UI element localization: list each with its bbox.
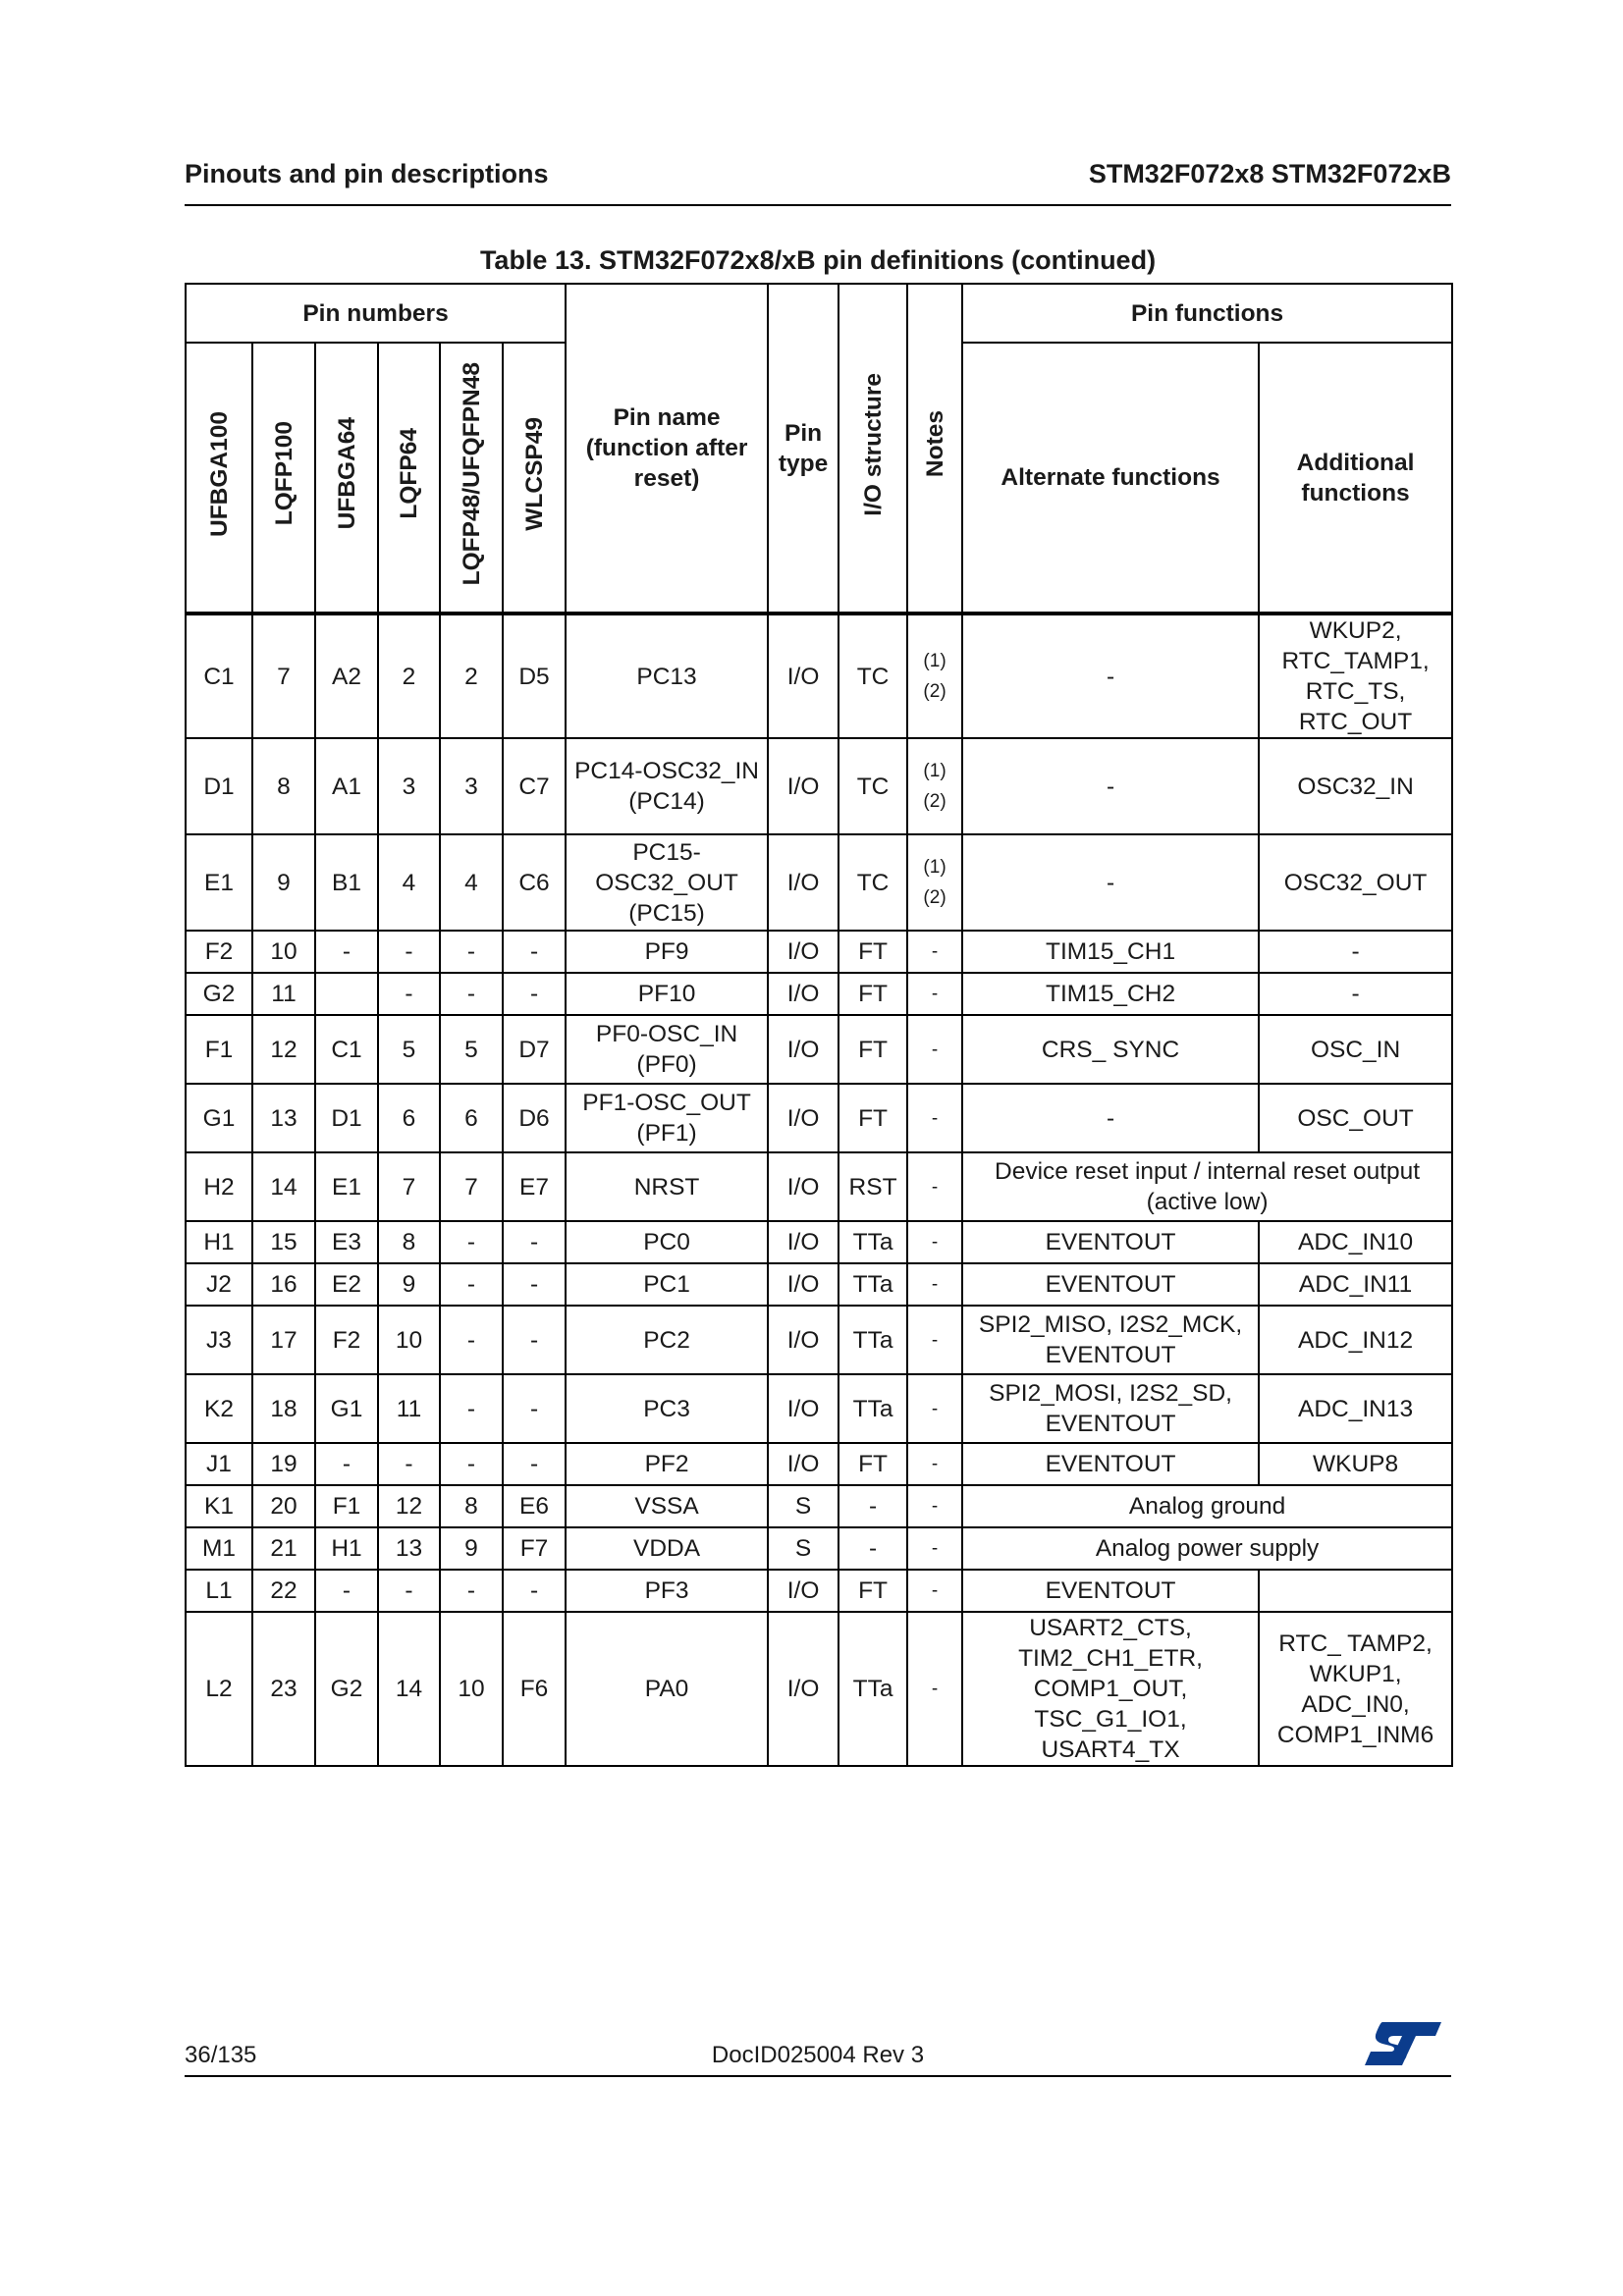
cell-lqfp100: 19 — [252, 1443, 315, 1485]
cell-ufbga100: H2 — [186, 1152, 252, 1221]
cell-pin-type: I/O — [768, 1152, 839, 1221]
cell-notes — [907, 973, 962, 1015]
cell-wlcsp49: - — [503, 1443, 566, 1485]
cell-lqfp64: 2 — [378, 614, 440, 738]
cell-lqfp48: 6 — [440, 1084, 503, 1152]
col-alternate-functions: Alternate functions — [962, 343, 1259, 614]
cell-ufbga64: D1 — [315, 1084, 378, 1152]
note-ref: - — [931, 1679, 939, 1699]
cell-alternate-functions: EVENTOUT — [962, 1570, 1259, 1612]
cell-pin-name: PC3 — [566, 1374, 768, 1443]
table-row — [186, 973, 1452, 1015]
pin-definitions-table — [185, 283, 1453, 1767]
cell-ufbga100: K1 — [186, 1485, 252, 1527]
cell-alternate-functions: - — [962, 834, 1259, 931]
cell-alternate-functions: SPI2_MISO, I2S2_MCK, EVENTOUT — [962, 1306, 1259, 1374]
page-number: 36/135 — [185, 2042, 257, 2068]
cell-lqfp100: 18 — [252, 1374, 315, 1443]
cell-lqfp48: - — [440, 931, 503, 973]
table-row — [186, 1485, 1452, 1527]
note-ref: - — [931, 1232, 939, 1253]
cell-additional-functions: OSC32_OUT — [1259, 834, 1452, 931]
note-ref: - — [931, 1274, 939, 1295]
table-row — [186, 1527, 1452, 1570]
cell-pin-name: PF1-OSC_OUT (PF1) — [566, 1084, 768, 1152]
cell-lqfp100: 23 — [252, 1612, 315, 1766]
cell-pin-name: PF0-OSC_IN (PF0) — [566, 1015, 768, 1084]
cell-ufbga100: J1 — [186, 1443, 252, 1485]
cell-notes — [907, 931, 962, 973]
table-row — [186, 1152, 1452, 1221]
cell-wlcsp49: - — [503, 1306, 566, 1374]
cell-lqfp64: 5 — [378, 1015, 440, 1084]
cell-io-structure: TC — [839, 834, 907, 931]
cell-wlcsp49: - — [503, 1263, 566, 1306]
cell-notes — [907, 1306, 962, 1374]
st-logo-icon — [1363, 2020, 1443, 2067]
ufbga64-label: UFBGA64 — [333, 417, 360, 530]
cell-ufbga100: H1 — [186, 1221, 252, 1263]
pin-numbers-group-header: Pin numbers — [186, 284, 566, 343]
cell-io-structure: TTa — [839, 1612, 907, 1766]
cell-lqfp100: 22 — [252, 1570, 315, 1612]
cell-io-structure: TTa — [839, 1306, 907, 1374]
note-ref: - — [931, 1496, 939, 1517]
note-ref: (1) — [923, 761, 947, 781]
cell-lqfp100: 20 — [252, 1485, 315, 1527]
cell-pin-type: I/O — [768, 1612, 839, 1766]
cell-ufbga64: - — [315, 1570, 378, 1612]
cell-alternate-functions: EVENTOUT — [962, 1221, 1259, 1263]
cell-additional-functions — [1259, 1570, 1452, 1612]
cell-lqfp48: 3 — [440, 738, 503, 834]
cell-pin-name: PC15-OSC32_OUT (PC15) — [566, 834, 768, 931]
cell-lqfp100: 17 — [252, 1306, 315, 1374]
cell-io-structure: FT — [839, 1015, 907, 1084]
cell-notes — [907, 1221, 962, 1263]
cell-io-structure: TTa — [839, 1374, 907, 1443]
col-ufbga100 — [186, 343, 252, 614]
cell-additional-functions: OSC32_IN — [1259, 738, 1452, 834]
cell-lqfp100: 16 — [252, 1263, 315, 1306]
cell-pin-name: PA0 — [566, 1612, 768, 1766]
cell-io-structure: FT — [839, 931, 907, 973]
lqfp64-label: LQFP64 — [396, 428, 422, 519]
cell-lqfp48: 4 — [440, 834, 503, 931]
col-lqfp100 — [252, 343, 315, 614]
cell-ufbga64: E1 — [315, 1152, 378, 1221]
cell-lqfp64: 7 — [378, 1152, 440, 1221]
cell-alternate-functions: SPI2_MOSI, I2S2_SD, EVENTOUT — [962, 1374, 1259, 1443]
cell-lqfp100: 10 — [252, 931, 315, 973]
cell-pin-name: PC0 — [566, 1221, 768, 1263]
cell-pin-name: PC14-OSC32_IN (PC14) — [566, 738, 768, 834]
table-row — [186, 1221, 1452, 1263]
cell-pin-name: PF10 — [566, 973, 768, 1015]
cell-lqfp48: 7 — [440, 1152, 503, 1221]
cell-pin-type: I/O — [768, 1306, 839, 1374]
cell-additional-functions: - — [1259, 973, 1452, 1015]
cell-notes — [907, 1485, 962, 1527]
cell-wlcsp49: D6 — [503, 1084, 566, 1152]
cell-ufbga100: D1 — [186, 738, 252, 834]
cell-lqfp64: 10 — [378, 1306, 440, 1374]
cell-lqfp100: 13 — [252, 1084, 315, 1152]
cell-lqfp64: 8 — [378, 1221, 440, 1263]
cell-ufbga64 — [315, 973, 378, 1015]
col-ufbga64 — [315, 343, 378, 614]
cell-lqfp48: - — [440, 1221, 503, 1263]
note-ref: (1) — [923, 857, 947, 878]
cell-pin-type: I/O — [768, 931, 839, 973]
doc-id: DocID025004 Rev 3 — [711, 2042, 925, 2068]
col-notes — [907, 284, 962, 614]
cell-additional-functions: ADC_IN12 — [1259, 1306, 1452, 1374]
cell-pin-name: PC2 — [566, 1306, 768, 1374]
cell-lqfp48: 2 — [440, 614, 503, 738]
note-ref: - — [931, 1107, 939, 1129]
cell-pin-type: I/O — [768, 1084, 839, 1152]
cell-lqfp48: 8 — [440, 1485, 503, 1527]
cell-io-structure: TTa — [839, 1263, 907, 1306]
section-title: Pinouts and pin descriptions — [185, 159, 549, 188]
table-row — [186, 1612, 1452, 1766]
cell-ufbga100: C1 — [186, 614, 252, 738]
cell-notes — [907, 834, 962, 931]
cell-pin-type: I/O — [768, 614, 839, 738]
col-lqfp64 — [378, 343, 440, 614]
cell-lqfp64: 12 — [378, 1485, 440, 1527]
cell-merged-functions: Device reset input / internal reset output (active low) — [962, 1152, 1452, 1221]
lqfp100-label: LQFP100 — [270, 421, 298, 526]
cell-merged-functions: Analog ground — [962, 1485, 1452, 1527]
cell-notes — [907, 1612, 962, 1766]
pin-rows — [186, 614, 1452, 1766]
cell-lqfp48: 5 — [440, 1015, 503, 1084]
cell-pin-type: I/O — [768, 1570, 839, 1612]
cell-ufbga64: A2 — [315, 614, 378, 738]
cell-lqfp64: 9 — [378, 1263, 440, 1306]
cell-pin-name: PF9 — [566, 931, 768, 973]
cell-pin-name: VSSA — [566, 1485, 768, 1527]
cell-lqfp64: 3 — [378, 738, 440, 834]
cell-pin-name: PC13 — [566, 614, 768, 738]
cell-lqfp48: - — [440, 1306, 503, 1374]
cell-pin-type: I/O — [768, 1221, 839, 1263]
cell-wlcsp49: F6 — [503, 1612, 566, 1766]
cell-ufbga64: B1 — [315, 834, 378, 931]
col-additional-functions: Additional functions — [1259, 343, 1452, 614]
cell-pin-name: PF3 — [566, 1570, 768, 1612]
cell-pin-name: NRST — [566, 1152, 768, 1221]
col-pin-name: Pin name (function after reset) — [566, 284, 768, 614]
cell-lqfp100: 7 — [252, 614, 315, 738]
page-header — [185, 159, 1451, 206]
cell-lqfp100: 14 — [252, 1152, 315, 1221]
cell-pin-name: VDDA — [566, 1527, 768, 1570]
col-wlcsp49 — [503, 343, 566, 614]
cell-lqfp48: 10 — [440, 1612, 503, 1766]
cell-additional-functions: OSC_OUT — [1259, 1084, 1452, 1152]
cell-ufbga100: K2 — [186, 1374, 252, 1443]
cell-alternate-functions: USART2_CTS, TIM2_CH1_ETR, COMP1_OUT, TSC_G1_IO1, USART4_TX — [962, 1612, 1259, 1766]
cell-alternate-functions: - — [962, 614, 1259, 738]
cell-pin-type: I/O — [768, 738, 839, 834]
cell-notes — [907, 614, 962, 738]
cell-alternate-functions: CRS_ SYNC — [962, 1015, 1259, 1084]
notes-label: Notes — [921, 410, 948, 478]
cell-ufbga64: E2 — [315, 1263, 378, 1306]
cell-additional-functions: - — [1259, 931, 1452, 973]
table-row — [186, 738, 1452, 834]
cell-lqfp64: 6 — [378, 1084, 440, 1152]
table-row — [186, 931, 1452, 973]
cell-lqfp48: - — [440, 1443, 503, 1485]
cell-lqfp48: - — [440, 1263, 503, 1306]
note-ref: (2) — [923, 791, 947, 812]
cell-wlcsp49: D7 — [503, 1015, 566, 1084]
cell-io-structure: FT — [839, 1084, 907, 1152]
document-title: STM32F072x8 STM32F072xB — [1088, 159, 1451, 188]
cell-alternate-functions: TIM15_CH2 — [962, 973, 1259, 1015]
cell-wlcsp49: - — [503, 1570, 566, 1612]
table-row — [186, 1374, 1452, 1443]
cell-notes — [907, 1374, 962, 1443]
cell-lqfp64: - — [378, 1570, 440, 1612]
cell-io-structure: - — [839, 1527, 907, 1570]
cell-lqfp64: - — [378, 931, 440, 973]
cell-pin-name: PF2 — [566, 1443, 768, 1485]
table-row — [186, 1306, 1452, 1374]
table-row — [186, 1084, 1452, 1152]
cell-wlcsp49: D5 — [503, 614, 566, 738]
cell-alternate-functions: - — [962, 738, 1259, 834]
cell-pin-type: I/O — [768, 1263, 839, 1306]
cell-lqfp100: 12 — [252, 1015, 315, 1084]
lqfp48-label: LQFP48/UFQFPN48 — [458, 361, 485, 586]
cell-lqfp48: - — [440, 973, 503, 1015]
note-ref: - — [931, 1580, 939, 1601]
cell-pin-type: I/O — [768, 1015, 839, 1084]
cell-additional-functions: ADC_IN11 — [1259, 1263, 1452, 1306]
cell-pin-type: I/O — [768, 973, 839, 1015]
cell-ufbga64: G1 — [315, 1374, 378, 1443]
note-ref: - — [931, 1398, 939, 1419]
cell-wlcsp49: E7 — [503, 1152, 566, 1221]
cell-io-structure: FT — [839, 1443, 907, 1485]
col-pin-type: Pin type — [768, 284, 839, 614]
cell-ufbga64: C1 — [315, 1015, 378, 1084]
cell-wlcsp49: - — [503, 1374, 566, 1443]
cell-alternate-functions: - — [962, 1084, 1259, 1152]
cell-wlcsp49: - — [503, 931, 566, 973]
cell-ufbga64: A1 — [315, 738, 378, 834]
cell-ufbga100: F1 — [186, 1015, 252, 1084]
cell-pin-type: S — [768, 1527, 839, 1570]
table-row — [186, 1015, 1452, 1084]
note-ref: (1) — [923, 651, 947, 671]
note-ref: (2) — [923, 887, 947, 908]
cell-additional-functions: WKUP8 — [1259, 1443, 1452, 1485]
cell-ufbga100: F2 — [186, 931, 252, 973]
cell-additional-functions: WKUP2, RTC_TAMP1, RTC_TS, RTC_OUT — [1259, 614, 1452, 738]
table-row — [186, 834, 1452, 931]
cell-ufbga64: G2 — [315, 1612, 378, 1766]
io-structure-label: I/O structure — [859, 372, 887, 516]
cell-io-structure: TC — [839, 738, 907, 834]
cell-io-structure: FT — [839, 1570, 907, 1612]
cell-io-structure: TTa — [839, 1221, 907, 1263]
cell-additional-functions: OSC_IN — [1259, 1015, 1452, 1084]
table-row — [186, 1443, 1452, 1485]
cell-ufbga100: G2 — [186, 973, 252, 1015]
cell-merged-functions: Analog power supply — [962, 1527, 1452, 1570]
cell-lqfp64: 11 — [378, 1374, 440, 1443]
cell-ufbga100: G1 — [186, 1084, 252, 1152]
cell-additional-functions: ADC_IN13 — [1259, 1374, 1452, 1443]
cell-io-structure: - — [839, 1485, 907, 1527]
cell-lqfp64: - — [378, 973, 440, 1015]
cell-lqfp64: - — [378, 1443, 440, 1485]
cell-lqfp100: 9 — [252, 834, 315, 931]
note-ref: - — [931, 1329, 939, 1351]
cell-notes — [907, 1570, 962, 1612]
cell-lqfp100: 21 — [252, 1527, 315, 1570]
cell-wlcsp49: - — [503, 1221, 566, 1263]
cell-lqfp100: 8 — [252, 738, 315, 834]
cell-notes — [907, 1263, 962, 1306]
cell-lqfp48: 9 — [440, 1527, 503, 1570]
cell-notes — [907, 1015, 962, 1084]
cell-additional-functions: RTC_ TAMP2, WKUP1, ADC_IN0, COMP1_INM6 — [1259, 1612, 1452, 1766]
note-ref: - — [931, 941, 939, 962]
cell-ufbga64: E3 — [315, 1221, 378, 1263]
cell-io-structure: TC — [839, 614, 907, 738]
cell-notes — [907, 1152, 962, 1221]
wlcsp49-label: WLCSP49 — [520, 416, 548, 531]
col-io-structure — [839, 284, 907, 614]
cell-lqfp64: 13 — [378, 1527, 440, 1570]
cell-wlcsp49: - — [503, 973, 566, 1015]
note-ref: - — [931, 1538, 939, 1559]
cell-ufbga100: L1 — [186, 1570, 252, 1612]
cell-alternate-functions: EVENTOUT — [962, 1443, 1259, 1485]
cell-ufbga64: - — [315, 1443, 378, 1485]
cell-pin-type: I/O — [768, 834, 839, 931]
page-footer — [185, 2038, 1451, 2077]
note-ref: - — [931, 984, 939, 1004]
table-caption: Table 13. STM32F072x8/xB pin definitions (continued) — [479, 245, 1157, 275]
cell-ufbga100: L2 — [186, 1612, 252, 1766]
cell-ufbga64: F1 — [315, 1485, 378, 1527]
cell-ufbga64: F2 — [315, 1306, 378, 1374]
cell-additional-functions: ADC_IN10 — [1259, 1221, 1452, 1263]
note-ref: (2) — [923, 681, 947, 702]
cell-ufbga100: M1 — [186, 1527, 252, 1570]
table-row — [186, 1263, 1452, 1306]
cell-lqfp100: 15 — [252, 1221, 315, 1263]
cell-notes — [907, 1084, 962, 1152]
cell-lqfp48: - — [440, 1570, 503, 1612]
cell-ufbga100: J3 — [186, 1306, 252, 1374]
cell-wlcsp49: E6 — [503, 1485, 566, 1527]
cell-pin-type: S — [768, 1485, 839, 1527]
cell-lqfp48: - — [440, 1374, 503, 1443]
cell-lqfp100: 11 — [252, 973, 315, 1015]
cell-lqfp64: 14 — [378, 1612, 440, 1766]
cell-notes — [907, 1443, 962, 1485]
cell-ufbga100: J2 — [186, 1263, 252, 1306]
cell-notes — [907, 1527, 962, 1570]
note-ref: - — [931, 1039, 939, 1060]
table-row — [186, 1570, 1452, 1612]
cell-alternate-functions: TIM15_CH1 — [962, 931, 1259, 973]
cell-alternate-functions: EVENTOUT — [962, 1263, 1259, 1306]
cell-io-structure: FT — [839, 973, 907, 1015]
cell-wlcsp49: C7 — [503, 738, 566, 834]
cell-ufbga64: - — [315, 931, 378, 973]
cell-io-structure: RST — [839, 1152, 907, 1221]
cell-pin-type: I/O — [768, 1374, 839, 1443]
pin-functions-group-header: Pin functions — [962, 284, 1452, 343]
cell-notes — [907, 738, 962, 834]
cell-ufbga100: E1 — [186, 834, 252, 931]
cell-pin-name: PC1 — [566, 1263, 768, 1306]
ufbga100-label: UFBGA100 — [205, 410, 233, 537]
col-lqfp48 — [440, 343, 503, 614]
note-ref: - — [931, 1454, 939, 1474]
cell-pin-type: I/O — [768, 1443, 839, 1485]
cell-wlcsp49: F7 — [503, 1527, 566, 1570]
table-row — [186, 614, 1452, 738]
note-ref: - — [931, 1176, 939, 1198]
cell-wlcsp49: C6 — [503, 834, 566, 931]
cell-lqfp64: 4 — [378, 834, 440, 931]
cell-ufbga64: H1 — [315, 1527, 378, 1570]
